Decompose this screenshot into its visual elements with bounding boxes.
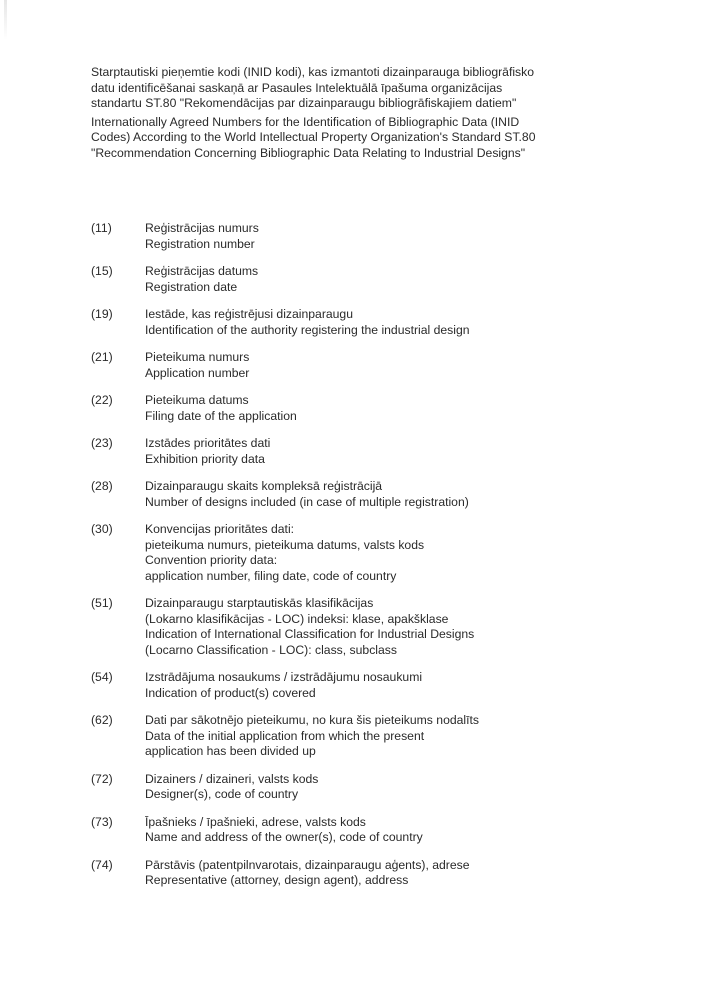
description-line: Dizainers / dizaineri, valsts kods [145,771,319,786]
description-line: Exhibition priority data [145,451,265,466]
inid-code-number: (30) [91,522,113,536]
inid-code-description [145,670,571,701]
description-line: Registration date [145,279,238,294]
inid-code-list [91,221,571,889]
inid-code-number: (23) [91,436,113,450]
inid-code-description [145,393,571,424]
inid-code-number: (19) [91,307,113,321]
inid-code-number: (72) [91,771,113,786]
inid-code-row [91,596,571,658]
description-line: Data of the initial application from which the present [145,728,425,743]
inid-code-row [91,350,571,381]
description-line: Designer(s), code of country [145,787,299,801]
inid-code-description [145,713,571,760]
description-line: Registration number [145,236,255,251]
inid-code-number: (74) [91,857,113,872]
description-line: Dizainparaugu starptautiskās klasifikācijas [145,596,374,610]
description-line: Pieteikuma datums [145,393,249,407]
inid-code-number: (15) [91,264,113,278]
inid-code-description [145,264,571,295]
inid-code-row [91,393,571,424]
description-line: Application number [145,365,250,380]
inid-code-row [91,713,571,760]
inid-code-row [91,264,571,295]
description-line: Izstrādājuma nosaukums / izstrādājumu nosaukumi [145,670,423,684]
description-line: Īpašnieks / īpašnieki, adrese, valsts kods [145,814,366,829]
description-line: Pārstāvis (patentpilnvarotais, dizainparaugu aģents), adrese [145,857,470,872]
description-line: Convention priority data: [145,553,278,567]
inid-code-row [91,670,571,701]
inid-code-row [91,522,571,584]
inid-code-description [145,815,571,846]
inid-code-description [145,436,571,467]
description-line: Izstādes prioritātes dati [145,436,271,450]
inid-code-row [91,307,571,338]
description-line: Filing date of the application [145,408,297,423]
inid-code-description [145,307,571,338]
inid-code-description [145,858,571,889]
description-line: Indication of International Classification for Industrial Designs [145,627,475,641]
inid-code-number: (21) [91,350,113,364]
inid-code-number: (54) [91,670,113,684]
inid-code-number: (22) [91,393,113,407]
description-line: application has been divided up [145,744,316,758]
inid-code-number: (11) [91,221,112,235]
intro-latvian: Starptautiski pieņemtie kodi (INID kodi), kas izmantoti dizainparauga bibliogrāfisko datu identificēšanai saskaņā ar Pasaules Intelektuālā īpašuma organizācijas standartu ST.80 "Rekomendācijas par dizainparaugu bibliogrāfiskajiem datiem" [91,65,535,110]
description-line: Identification of the authority registering the industrial design [145,322,470,337]
description-line: Number of designs included (in case of multiple registration) [145,494,469,509]
scan-edge-mark [4,0,7,40]
description-line: Representative (attorney, design agent), address [145,873,409,887]
inid-code-description [145,772,571,803]
description-line: Dati par sākotnējo pieteikumu, no kura šis pieteikums nodalīts [145,713,479,727]
inid-code-number: (51) [91,596,113,610]
description-line: (Lokarno klasifikācijas - LOC) indeksi: klase, apakšklase [145,611,449,626]
inid-code-description [145,350,571,381]
inid-code-row [91,221,571,252]
inid-code-number: (28) [91,479,113,493]
inid-code-row [91,436,571,467]
inid-code-description [145,221,571,252]
description-line: Pieteikuma numurs [145,350,250,364]
inid-code-description [145,596,571,658]
description-line: Dizainparaugu skaits kompleksā reģistrācijā [145,479,383,493]
inid-code-description [145,522,571,584]
description-line: Name and address of the owner(s), code of country [145,830,423,844]
inid-code-row [91,772,571,803]
description-line: pieteikuma numurs, pieteikuma datums, valsts kods [145,537,425,552]
description-line: Reģistrācijas numurs [145,221,259,235]
intro-block [91,65,551,164]
inid-code-number: (73) [91,814,113,829]
description-line: Iestāde, kas reģistrējusi dizainparaugu [145,307,353,321]
description-line: Indication of product(s) covered [145,685,316,700]
description-line: Konvencijas prioritātes dati: [145,522,295,536]
description-line: Reģistrācijas datums [145,264,259,278]
intro-english: Internationally Agreed Numbers for the Identification of Bibliographic Data (INID Codes) According to the World Intellectual Property Organization's Standard ST.80 "Recommendation Concerning Bibliographic Data Relating to Industrial Designs" [91,114,536,160]
description-line: (Locarno Classification - LOC): class, subclass [145,642,397,657]
inid-code-row [91,815,571,846]
inid-code-row [91,858,571,889]
inid-code-row [91,479,571,510]
description-line: application number, filing date, code of country [145,568,397,583]
inid-code-number: (62) [91,713,113,727]
inid-code-description [145,479,571,510]
